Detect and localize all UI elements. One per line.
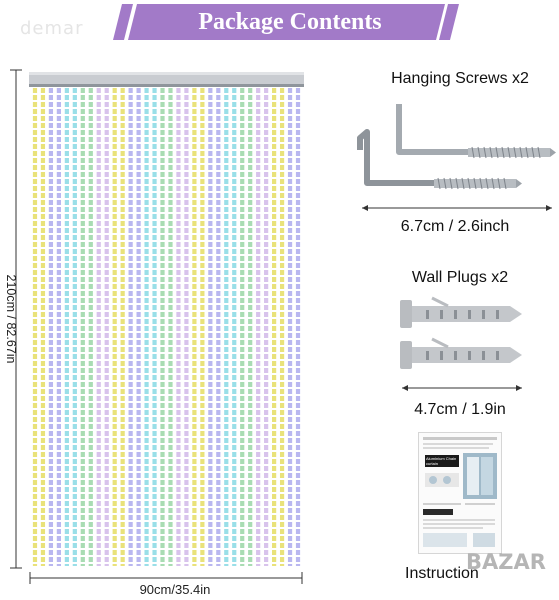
curtain-width-label: 90cm/35.4in (139, 582, 211, 597)
wall-plugs-image (400, 298, 522, 369)
instruction-label: Instruction (405, 565, 479, 582)
screws-title: Hanging Screws x2 (391, 70, 529, 87)
hanging-screws-image (360, 104, 556, 189)
banner-title: Package Contents (198, 9, 382, 35)
plugs-title: Wall Plugs x2 (411, 269, 509, 286)
watermark-top: demar (20, 18, 84, 39)
curtain-strands (35, 88, 298, 566)
instruction-heading: Aluminium Chain curtain (425, 455, 459, 467)
instruction-sheet-image (418, 432, 502, 554)
plugs-dimension: 4.7cm / 1.9in (414, 401, 506, 418)
curtain-height-label: 210cm / 82.67in (4, 274, 18, 364)
screws-dimension: 6.7cm / 2.6inch (400, 218, 510, 235)
watermark-bottom: BAZAR (466, 550, 546, 574)
